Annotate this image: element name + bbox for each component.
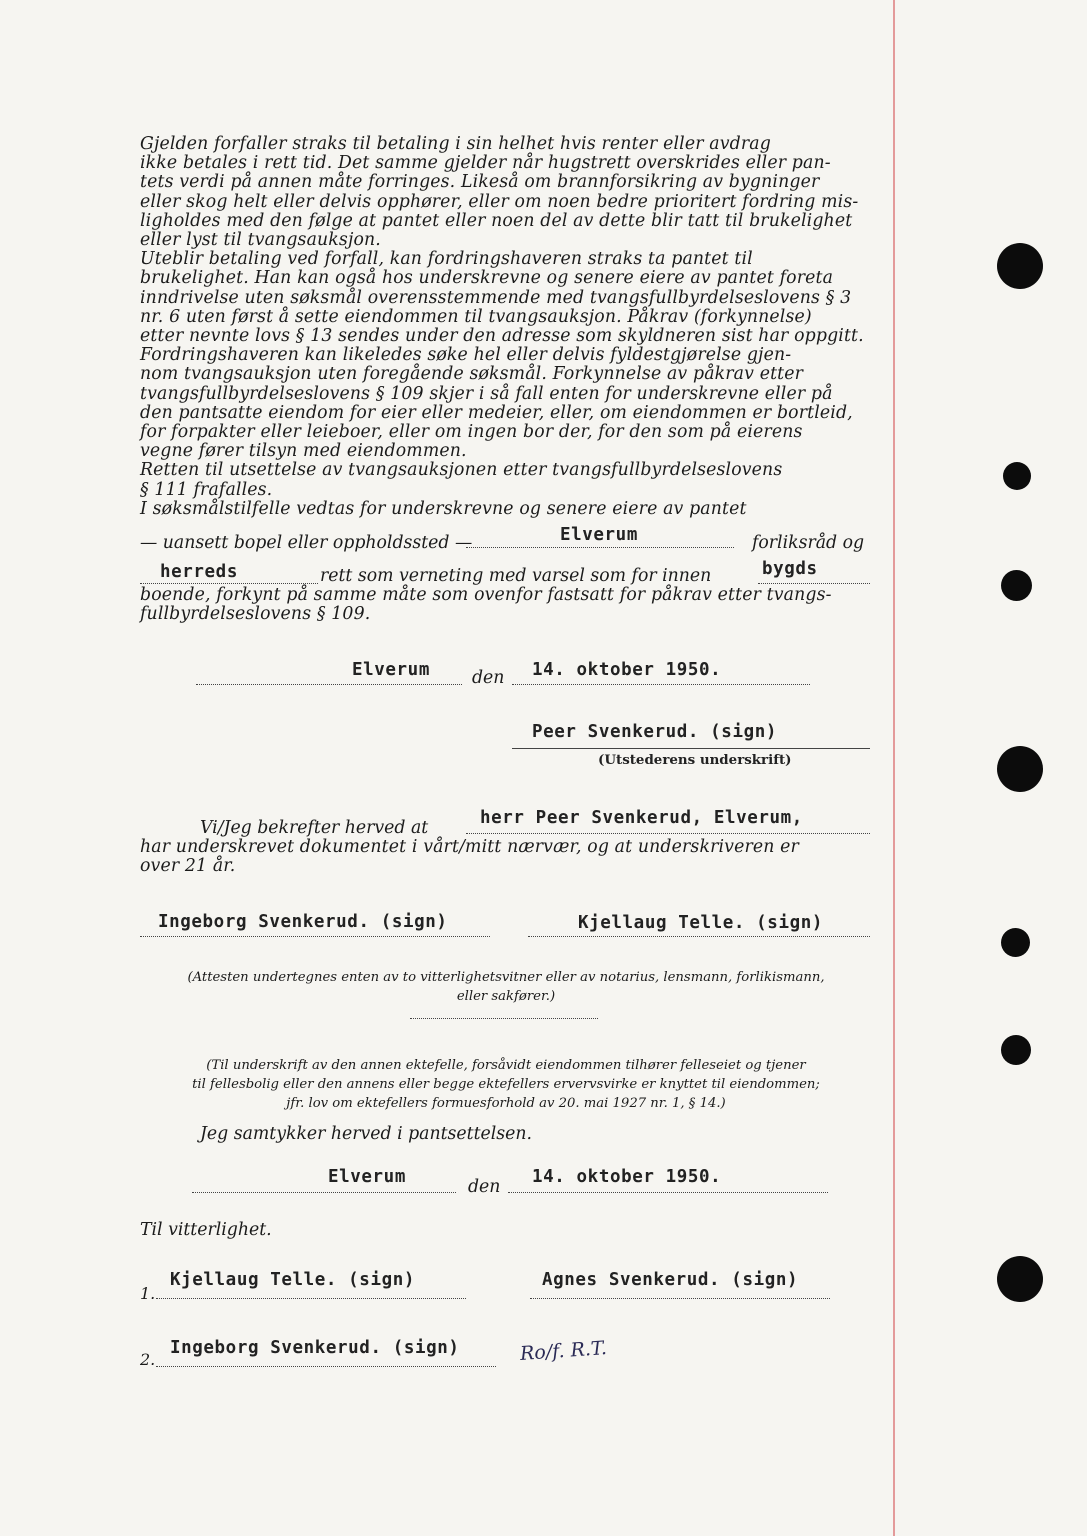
consent-place: Elverum (328, 1167, 406, 1187)
conditions-paragraph: Gjelden forfaller straks til betaling i sin helhet hvis renter eller avdrag ikke betales i rett tid. Det samme gjelder når hugstrett overskrides eller pan- tets verdi på annen måte forringes. Likeså om brannforsikring av bygninger eller skog helt eller delvis opphører, eller om noen bedre prioritert fordring mis- ligholdes med den følge at pantet eller noen del av dette blir tatt til brukelighet eller lyst til tvangsauksjon. Uteblir betaling ved forfall, kan fordringshaveren straks ta pantet til brukelighet. Han kan også hos underskrevne og senere eiere av pantet foreta inndrivelse uten søksmål overensstemmende med tvangsfullbyrdelseslovens § 3 nr. 6 uten først å sette eiendommen til tvangsauksjon. Påkrav (forkynnelse) etter nevnte lovs § 13 sendes under den adresse som skyldneren sist har oppgitt. Fordringshaveren kan likeledes søke hel eller delvis fyldestgjørelse gjen- nom tvangsauksjon uten foregående søksmål. Forkynnelse av påkrav etter tvangsfullbyrdelseslovens § 109 skjer i så fall enten for underskrevne eller på den pantsatte eiendom for eier eller medeier, eller, om eiendommen er bortleid, for forpakter eller leieboer, eller om ingen bor der, for den som på eierens vegne fører tilsyn med eiendommen. Retten til utsettelse av tvangsauksjonen etter tvangsfullbyrdelseslovens § 111 frafalles. I søksmålstilfelle vedtas for underskrevne og senere eiere av pantet (140, 134, 864, 519)
punch-hole (997, 243, 1043, 289)
venue-prefix: — uansett bopel eller oppholdssted — (140, 533, 473, 553)
consent-date: 14. oktober 1950. (532, 1167, 722, 1187)
punch-hole (1001, 1035, 1031, 1065)
witness-row-2-line (156, 1366, 496, 1367)
issuer-signature-line (512, 748, 870, 749)
confirmation-name: herr Peer Svenkerud, Elverum, (480, 808, 803, 828)
punch-hole (1001, 928, 1030, 957)
confirmation-lead: Vi/Jeg bekrefter herved at (200, 818, 429, 838)
witness-signature-2: Kjellaug Telle. (sign) (578, 913, 823, 933)
punch-hole (1001, 570, 1032, 601)
punch-hole (997, 1256, 1043, 1302)
issuer-signature: Peer Svenkerud. (sign) (532, 722, 777, 742)
issue-date-line (512, 684, 810, 685)
court-type-line (140, 583, 318, 584)
witness-heading: Til vitterlighet. (140, 1220, 272, 1240)
margin-rule (893, 0, 895, 1536)
witness-line-2 (528, 936, 870, 937)
witness-signature-1: Ingeborg Svenkerud. (sign) (158, 912, 448, 932)
handwritten-initials: Ro/f. R.T. (519, 1336, 608, 1366)
witness-row-1-witness: Kjellaug Telle. (sign) (170, 1270, 415, 1290)
spouse-note: (Til underskrift av den annen ektefelle, forsåvidt eiendommen tilhører felleseiet og tjener til fellesbolig eller den annens eller begge ektefellers ervervsvirke er knyttet til eiendommen; jfr. lov om ektefellers formuesforhold av 20. mai 1927 nr. 1, § 14.) (192, 1058, 820, 1112)
consent-date-line (508, 1192, 828, 1193)
witness-line-1 (140, 936, 490, 937)
punch-hole (997, 746, 1043, 792)
venue-place-line (466, 547, 734, 548)
consent-text: Jeg samtykker herved i pantsettelsen. (200, 1124, 532, 1144)
confirmation-name-line (466, 833, 870, 834)
venue-suffix: forliksråd og (752, 533, 865, 553)
issuer-caption: (Utstederens underskrift) (598, 752, 792, 768)
witness-row-1-signer: Agnes Svenkerud. (sign) (542, 1270, 799, 1290)
issue-date: 14. oktober 1950. (532, 660, 722, 680)
witness-row-number: 1. (140, 1284, 156, 1303)
district-type-line (758, 583, 870, 584)
witness-row-1-signer-line (530, 1298, 830, 1299)
witness-row-2-witness: Ingeborg Svenkerud. (sign) (170, 1338, 460, 1358)
issue-den: den (472, 668, 505, 688)
district-type: bygds (762, 559, 818, 579)
witness-row-1-line (156, 1298, 466, 1299)
issue-place-line (196, 684, 462, 685)
venue-place: Elverum (560, 525, 638, 545)
court-type: herreds (160, 562, 238, 582)
attestation-note: (Attesten undertegnes enten av to vitterlighetsvitner eller av notarius, lensmann, forlikismann, eller sakfører.) (187, 970, 825, 1005)
venue-rest: boende, forkynt på samme måte som ovenfor fastsatt for påkrav etter tvangs- fullbyrdelseslovens § 109. (140, 585, 832, 625)
venue-middle: rett som verneting med varsel som for innen (320, 566, 712, 586)
consent-place-line (192, 1192, 456, 1193)
witness-row-number: 2. (140, 1350, 156, 1369)
confirmation-rest: har underskrevet dokumentet i vårt/mitt nærvær, og at underskriveren er over 21 år. (140, 837, 799, 877)
issue-place: Elverum (352, 660, 430, 680)
punch-hole (1003, 462, 1031, 490)
divider-dots (410, 1018, 598, 1019)
consent-den: den (468, 1177, 501, 1197)
